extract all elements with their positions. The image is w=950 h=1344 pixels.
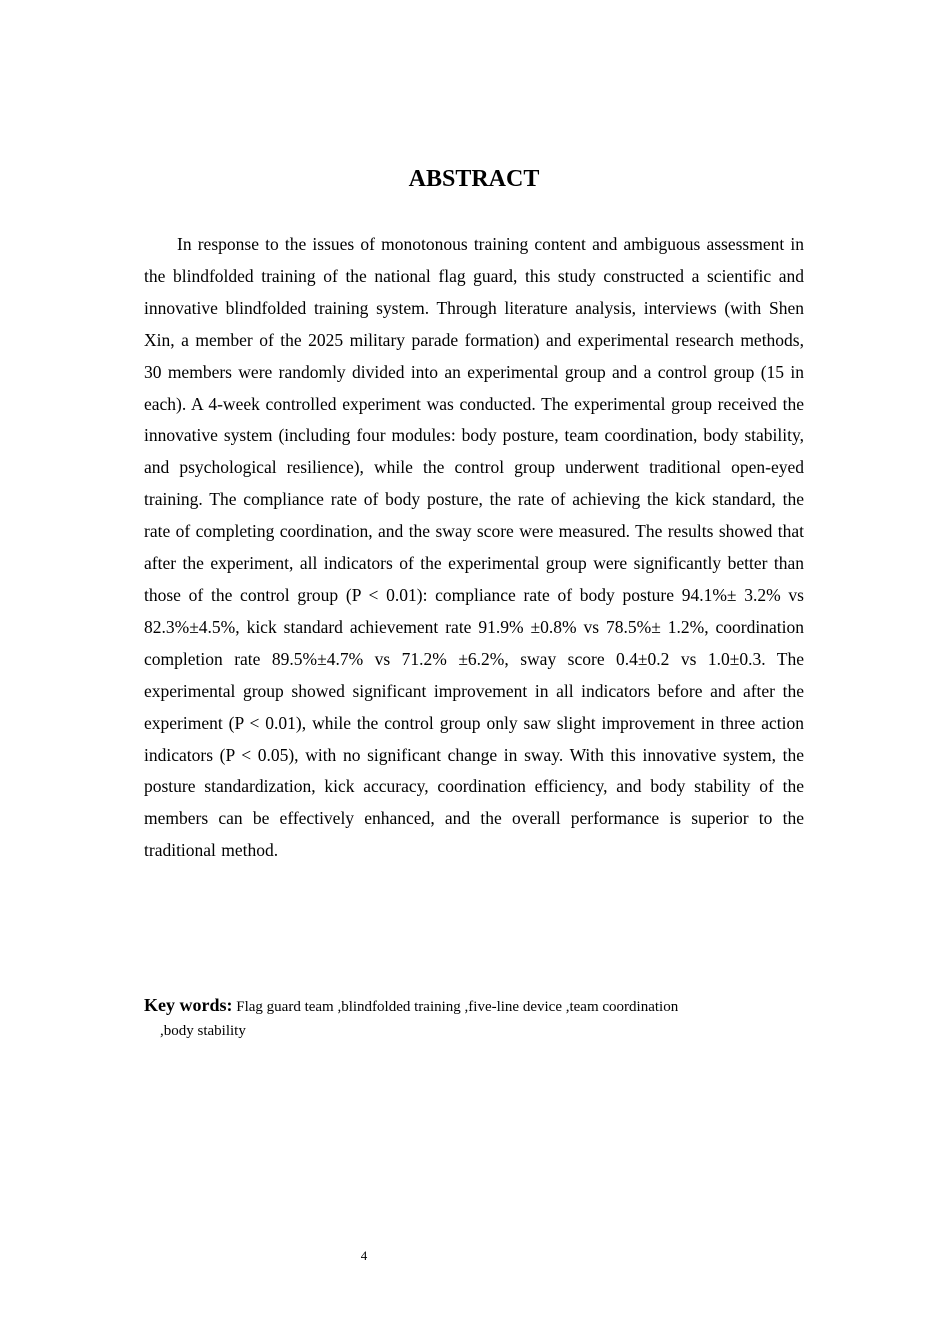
page-number: 4	[360, 1248, 368, 1263]
keywords-label: Key words:	[144, 995, 233, 1015]
keywords-section	[144, 993, 806, 1043]
keywords-list: Flag guard team ,blindfolded training ,five-line device ,team coordination	[236, 999, 679, 1015]
abstract-paragraph: In response to the issues of monotonous training content and ambiguous assessment in the blindfolded training of the national flag guard, this study constructed a scientific and innovative blindfolded training system. Through literature analysis, interviews (with Shen Xin, a member of the 2025 military parade formation) and experimental research methods, 30 members were randomly divided into an experimental group and a control group (15 in each). A 4-week controlled experiment was conducted. The experimental group received the innovative system (including four modules: body posture, team coordination, body stability, and psychological resilience), while the control group underwent traditional open-eyed training. The compliance rate of body posture, the rate of achieving the kick standard, the rate of completing coordination, and the sway score were measured. The results showed that after the experiment, all indicators of the experimental group were significantly better than those of the control group (P < 0.01): compliance rate of body posture 94.1%± 3.2% vs 82.3%±4.5%, kick standard achievement rate 91.9% ±0.8% vs 78.5%± 1.2%, coordination completion rate 89.5%±4.7% vs 71.2% ±6.2%, sway score 0.4±0.2 vs 1.0±0.3. The experimental group showed significant improvement in all indicators before and after the experiment (P < 0.01), while the control group only saw slight improvement in three action indicators (P < 0.05), with no significant change in sway. With this innovative system, the posture standardization, kick accuracy, coordination efficiency, and body stability of the members can be effectively enhanced, and the overall performance is superior to the traditional method.	[144, 234, 804, 861]
keywords-list-continued: ,body stability	[160, 1023, 246, 1039]
abstract-heading: ABSTRACT	[408, 166, 540, 192]
